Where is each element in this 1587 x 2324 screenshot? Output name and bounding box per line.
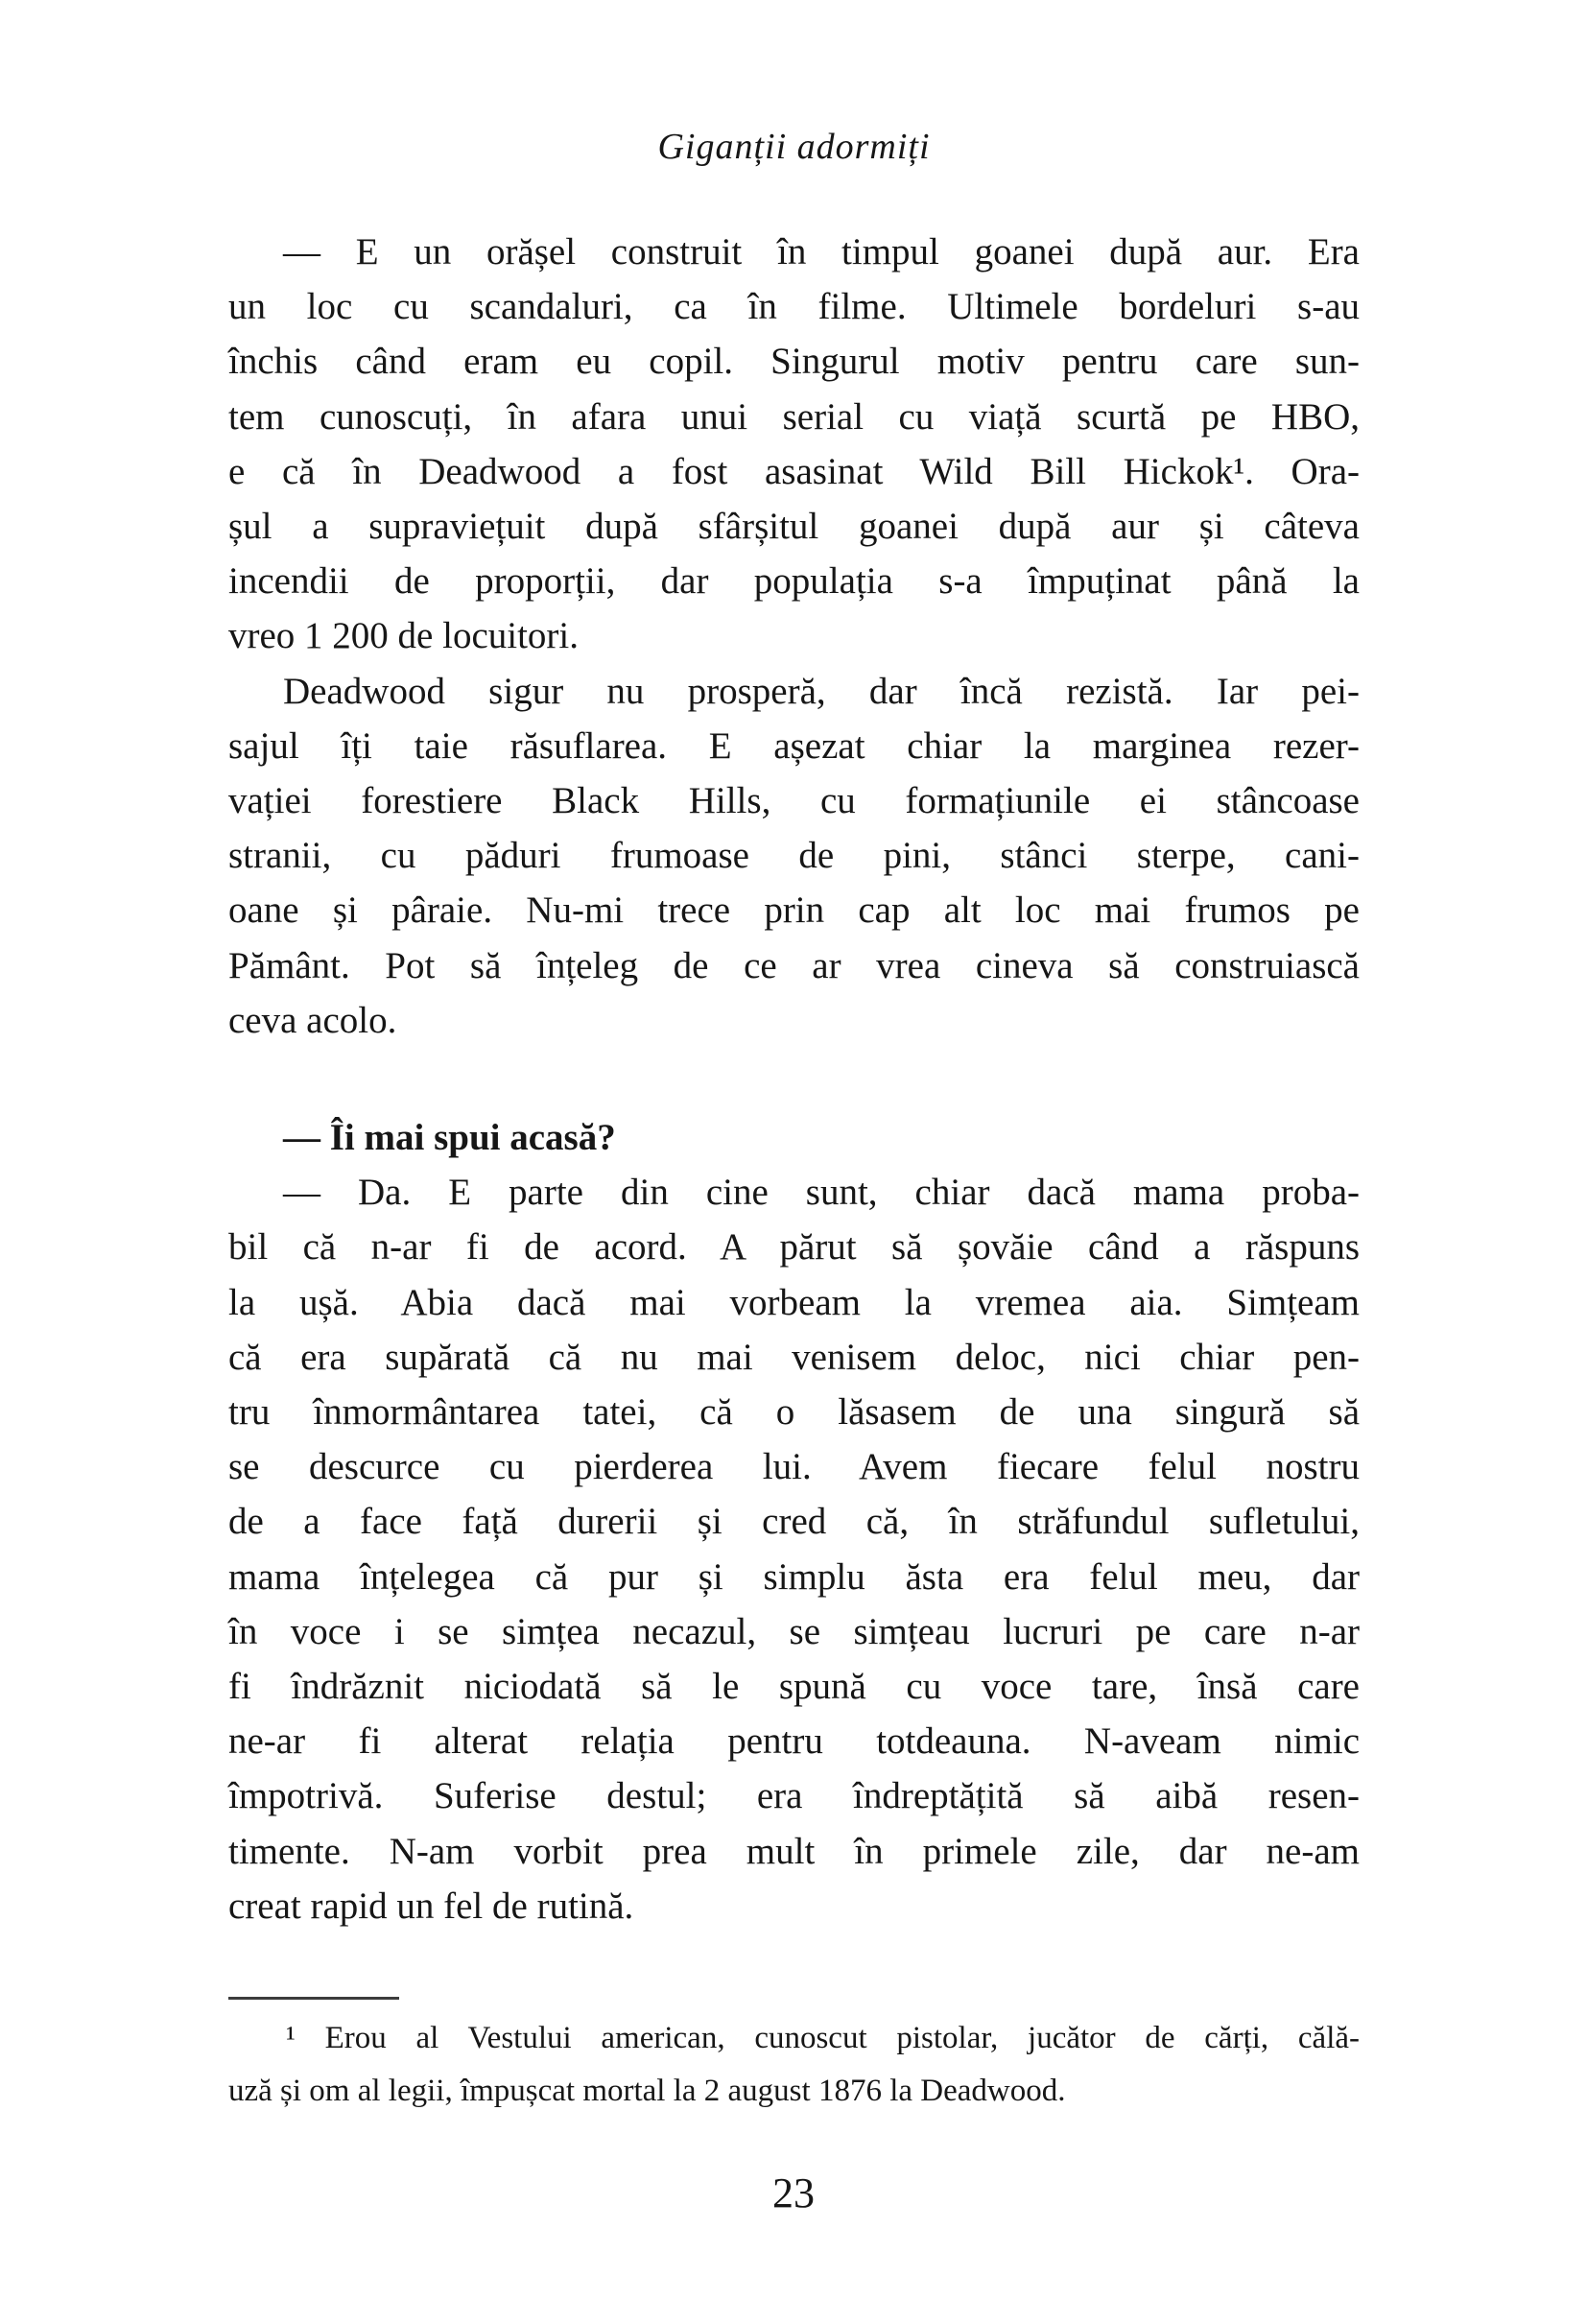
text-line: e că în Deadwood a fost asasinat Wild Bill Hickok¹. Ora- — [228, 450, 1360, 492]
text-line: împotrivă. Suferise destul; era îndreptățită să aibă resen- — [228, 1775, 1360, 1817]
text-line: un loc cu scandaluri, ca în filme. Ultimele bordeluri s-au — [228, 286, 1360, 328]
text-line: Pământ. Pot să înțeleg de ce ar vrea cineva să construiască — [228, 944, 1360, 986]
text-line: — E un orășel construit în timpul goanei după aur. Era — [283, 231, 1360, 273]
text-line: incendii de proporții, dar populația s-a împuținat până la — [228, 560, 1360, 603]
text-line: că era supărată că nu mai venisem deloc, nici chiar pen- — [228, 1336, 1360, 1378]
running-header: Giganții adormiți — [657, 127, 931, 167]
paragraph — [228, 225, 1360, 664]
text-line: în voce i se simțea necazul, se simțeau lucruri pe care n-ar — [228, 1610, 1360, 1652]
body-text — [228, 225, 1360, 1933]
text-line: vreo 1 200 de locuitori. — [228, 615, 579, 657]
text-line: Deadwood sigur nu prosperă, dar încă rezistă. Iar pei- — [283, 670, 1360, 712]
text-line: de a face față durerii și cred că, în străfundul sufletului, — [228, 1501, 1360, 1543]
footnote-text — [228, 2012, 1360, 2118]
text-line: se descurce cu pierderea lui. Avem fiecare felul nostru — [228, 1446, 1360, 1488]
footnote-section — [228, 1997, 1360, 2118]
paragraph — [228, 664, 1360, 1048]
text-line: tru înmormântarea tatei, că o lăsasem de una singură să — [228, 1391, 1360, 1434]
footnote-separator-rule — [228, 1997, 399, 2000]
text-line: — Îi mai spui acasă? — [283, 1117, 616, 1159]
text-line: fi îndrăznit niciodată să le spună cu voce tare, însă care — [228, 1666, 1360, 1708]
text-line: vației forestiere Black Hills, cu formațiunile ei stâncoase — [228, 780, 1360, 822]
text-line: mama înțelegea că pur și simplu ăsta era felul meu, dar — [228, 1555, 1360, 1598]
text-line: închis când eram eu copil. Singurul motiv pentru care sun- — [228, 341, 1360, 383]
text-line: ne-ar fi alterat relația pentru totdeauna. N-aveam nimic — [228, 1720, 1360, 1763]
text-line: oane și pâraie. Nu-mi trece prin cap alt loc mai frumos pe — [228, 889, 1360, 932]
text-line: timente. N-am vorbit prea mult în primele zile, dar ne-am — [228, 1830, 1360, 1872]
page-number: 23 — [772, 2170, 815, 2217]
paragraph — [228, 1110, 1360, 1165]
paragraph — [228, 1165, 1360, 1933]
text-line: tem cunoscuți, în afara unui serial cu viață scurtă pe HBO, — [228, 395, 1360, 438]
text-line: ceva acolo. — [228, 999, 397, 1041]
text-line: șul a supraviețuit după sfârșitul goanei după aur și câteva — [228, 506, 1360, 548]
text-line: uză și om al legii, împușcat mortal la 2 august 1876 la Deadwood. — [228, 2074, 1066, 2109]
text-line: creat rapid un fel de rutină. — [228, 1885, 634, 1927]
text-line: stranii, cu păduri frumoase de pini, stânci sterpe, cani- — [228, 835, 1360, 877]
text-line: sajul îți taie răsuflarea. E așezat chiar la marginea rezer- — [228, 724, 1360, 767]
text-line: — Da. E parte din cine sunt, chiar dacă mama proba- — [283, 1172, 1360, 1214]
text-line: la ușă. Abia dacă mai vorbeam la vremea aia. Simțeam — [228, 1281, 1360, 1323]
text-line: ¹ Erou al Vestului american, cunoscut pistolar, jucător de cărți, călă- — [286, 2021, 1360, 2056]
text-line: bil că n-ar fi de acord. A părut să șovăie când a răspuns — [228, 1226, 1360, 1269]
